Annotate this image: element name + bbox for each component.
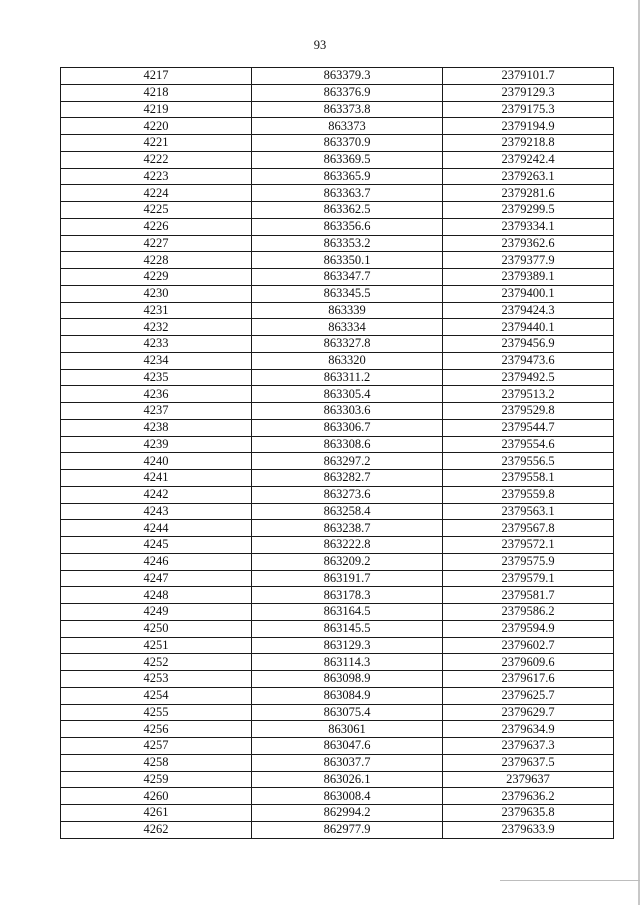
point-number-cell: 4233 xyxy=(61,336,252,353)
x-coordinate-cell: 863061 xyxy=(252,721,443,738)
y-coordinate-cell: 2379636.2 xyxy=(443,788,614,805)
y-coordinate-cell: 2379634.9 xyxy=(443,721,614,738)
point-number-cell: 4235 xyxy=(61,369,252,386)
x-coordinate-cell: 863362.5 xyxy=(252,202,443,219)
x-coordinate-cell: 863114.3 xyxy=(252,654,443,671)
table-row xyxy=(61,754,614,771)
y-coordinate-cell: 2379218.8 xyxy=(443,135,614,152)
table-row xyxy=(61,352,614,369)
x-coordinate-cell: 863273.6 xyxy=(252,486,443,503)
point-number-cell: 4255 xyxy=(61,704,252,721)
y-coordinate-cell: 2379101.7 xyxy=(443,68,614,85)
table-row xyxy=(61,68,614,85)
x-coordinate-cell: 863356.6 xyxy=(252,218,443,235)
point-number-cell: 4250 xyxy=(61,620,252,637)
y-coordinate-cell: 2379299.5 xyxy=(443,202,614,219)
x-coordinate-cell: 863311.2 xyxy=(252,369,443,386)
x-coordinate-cell: 863363.7 xyxy=(252,185,443,202)
point-number-cell: 4237 xyxy=(61,403,252,420)
x-coordinate-cell: 863297.2 xyxy=(252,453,443,470)
point-number-cell: 4239 xyxy=(61,436,252,453)
point-number-cell: 4230 xyxy=(61,285,252,302)
table-row xyxy=(61,721,614,738)
y-coordinate-cell: 2379377.9 xyxy=(443,252,614,269)
point-number-cell: 4258 xyxy=(61,754,252,771)
x-coordinate-cell: 863145.5 xyxy=(252,620,443,637)
y-coordinate-cell: 2379558.1 xyxy=(443,470,614,487)
table-row xyxy=(61,453,614,470)
point-number-cell: 4249 xyxy=(61,604,252,621)
x-coordinate-cell: 863037.7 xyxy=(252,754,443,771)
table-row xyxy=(61,470,614,487)
y-coordinate-cell: 2379575.9 xyxy=(443,553,614,570)
y-coordinate-cell: 2379529.8 xyxy=(443,403,614,420)
x-coordinate-cell: 863339 xyxy=(252,302,443,319)
x-coordinate-cell: 863209.2 xyxy=(252,553,443,570)
point-number-cell: 4221 xyxy=(61,135,252,152)
x-coordinate-cell: 863178.3 xyxy=(252,587,443,604)
x-coordinate-cell: 863370.9 xyxy=(252,135,443,152)
y-coordinate-cell: 2379242.4 xyxy=(443,151,614,168)
table-row xyxy=(61,520,614,537)
point-number-cell: 4241 xyxy=(61,470,252,487)
y-coordinate-cell: 2379424.3 xyxy=(443,302,614,319)
x-coordinate-cell: 863320 xyxy=(252,352,443,369)
y-coordinate-cell: 2379175.3 xyxy=(443,101,614,118)
y-coordinate-cell: 2379572.1 xyxy=(443,537,614,554)
x-coordinate-cell: 863379.3 xyxy=(252,68,443,85)
table-row xyxy=(61,419,614,436)
table-row xyxy=(61,604,614,621)
point-number-cell: 4243 xyxy=(61,503,252,520)
point-number-cell: 4226 xyxy=(61,218,252,235)
point-number-cell: 4227 xyxy=(61,235,252,252)
x-coordinate-cell: 863238.7 xyxy=(252,520,443,537)
point-number-cell: 4222 xyxy=(61,151,252,168)
table-row xyxy=(61,687,614,704)
point-number-cell: 4229 xyxy=(61,269,252,286)
y-coordinate-cell: 2379637 xyxy=(443,771,614,788)
coordinates-table-body xyxy=(61,68,614,839)
table-row xyxy=(61,486,614,503)
x-coordinate-cell: 863327.8 xyxy=(252,336,443,353)
y-coordinate-cell: 2379456.9 xyxy=(443,336,614,353)
point-number-cell: 4223 xyxy=(61,168,252,185)
table-row xyxy=(61,84,614,101)
table-row xyxy=(61,302,614,319)
point-number-cell: 4257 xyxy=(61,738,252,755)
scan-edge-bottom xyxy=(500,880,640,881)
point-number-cell: 4244 xyxy=(61,520,252,537)
point-number-cell: 4242 xyxy=(61,486,252,503)
x-coordinate-cell: 863376.9 xyxy=(252,84,443,101)
point-number-cell: 4254 xyxy=(61,687,252,704)
point-number-cell: 4231 xyxy=(61,302,252,319)
x-coordinate-cell: 863369.5 xyxy=(252,151,443,168)
point-number-cell: 4256 xyxy=(61,721,252,738)
x-coordinate-cell: 863026.1 xyxy=(252,771,443,788)
table-row xyxy=(61,218,614,235)
table-row xyxy=(61,620,614,637)
point-number-cell: 4253 xyxy=(61,671,252,688)
point-number-cell: 4261 xyxy=(61,805,252,822)
table-row xyxy=(61,269,614,286)
point-number-cell: 4234 xyxy=(61,352,252,369)
point-number-cell: 4238 xyxy=(61,419,252,436)
x-coordinate-cell: 862994.2 xyxy=(252,805,443,822)
coordinates-table xyxy=(60,67,614,839)
point-number-cell: 4262 xyxy=(61,821,252,838)
x-coordinate-cell: 863047.6 xyxy=(252,738,443,755)
table-row xyxy=(61,788,614,805)
table-row xyxy=(61,185,614,202)
y-coordinate-cell: 2379609.6 xyxy=(443,654,614,671)
y-coordinate-cell: 2379400.1 xyxy=(443,285,614,302)
page-number: 93 xyxy=(313,38,327,52)
table-row xyxy=(61,537,614,554)
x-coordinate-cell: 863164.5 xyxy=(252,604,443,621)
table-row xyxy=(61,436,614,453)
x-coordinate-cell: 863305.4 xyxy=(252,386,443,403)
point-number-cell: 4259 xyxy=(61,771,252,788)
table-row xyxy=(61,403,614,420)
y-coordinate-cell: 2379567.8 xyxy=(443,520,614,537)
x-coordinate-cell: 863075.4 xyxy=(252,704,443,721)
point-number-cell: 4228 xyxy=(61,252,252,269)
x-coordinate-cell: 863365.9 xyxy=(252,168,443,185)
x-coordinate-cell: 862977.9 xyxy=(252,821,443,838)
table-row xyxy=(61,587,614,604)
point-number-cell: 4240 xyxy=(61,453,252,470)
table-row xyxy=(61,386,614,403)
y-coordinate-cell: 2379635.8 xyxy=(443,805,614,822)
y-coordinate-cell: 2379281.6 xyxy=(443,185,614,202)
y-coordinate-cell: 2379513.2 xyxy=(443,386,614,403)
table-row xyxy=(61,503,614,520)
x-coordinate-cell: 863008.4 xyxy=(252,788,443,805)
y-coordinate-cell: 2379263.1 xyxy=(443,168,614,185)
table-row xyxy=(61,319,614,336)
x-coordinate-cell: 863282.7 xyxy=(252,470,443,487)
x-coordinate-cell: 863306.7 xyxy=(252,419,443,436)
point-number-cell: 4220 xyxy=(61,118,252,135)
table-row xyxy=(61,202,614,219)
table-row xyxy=(61,252,614,269)
x-coordinate-cell: 863373.8 xyxy=(252,101,443,118)
table-row xyxy=(61,671,614,688)
point-number-cell: 4245 xyxy=(61,537,252,554)
x-coordinate-cell: 863350.1 xyxy=(252,252,443,269)
table-row xyxy=(61,553,614,570)
table-row xyxy=(61,738,614,755)
x-coordinate-cell: 863345.5 xyxy=(252,285,443,302)
x-coordinate-cell: 863222.8 xyxy=(252,537,443,554)
y-coordinate-cell: 2379544.7 xyxy=(443,419,614,436)
point-number-cell: 4246 xyxy=(61,553,252,570)
table-row xyxy=(61,285,614,302)
y-coordinate-cell: 2379633.9 xyxy=(443,821,614,838)
point-number-cell: 4217 xyxy=(61,68,252,85)
y-coordinate-cell: 2379440.1 xyxy=(443,319,614,336)
y-coordinate-cell: 2379629.7 xyxy=(443,704,614,721)
y-coordinate-cell: 2379559.8 xyxy=(443,486,614,503)
point-number-cell: 4218 xyxy=(61,84,252,101)
table-row xyxy=(61,369,614,386)
x-coordinate-cell: 863258.4 xyxy=(252,503,443,520)
y-coordinate-cell: 2379625.7 xyxy=(443,687,614,704)
x-coordinate-cell: 863347.7 xyxy=(252,269,443,286)
y-coordinate-cell: 2379554.6 xyxy=(443,436,614,453)
x-coordinate-cell: 863373 xyxy=(252,118,443,135)
x-coordinate-cell: 863098.9 xyxy=(252,671,443,688)
table-row xyxy=(61,101,614,118)
x-coordinate-cell: 863084.9 xyxy=(252,687,443,704)
x-coordinate-cell: 863308.6 xyxy=(252,436,443,453)
point-number-cell: 4232 xyxy=(61,319,252,336)
y-coordinate-cell: 2379637.3 xyxy=(443,738,614,755)
table-row xyxy=(61,135,614,152)
point-number-cell: 4224 xyxy=(61,185,252,202)
y-coordinate-cell: 2379586.2 xyxy=(443,604,614,621)
table-row xyxy=(61,570,614,587)
x-coordinate-cell: 863191.7 xyxy=(252,570,443,587)
table-row xyxy=(61,336,614,353)
x-coordinate-cell: 863334 xyxy=(252,319,443,336)
point-number-cell: 4248 xyxy=(61,587,252,604)
point-number-cell: 4236 xyxy=(61,386,252,403)
table-row xyxy=(61,704,614,721)
y-coordinate-cell: 2379637.5 xyxy=(443,754,614,771)
table-row xyxy=(61,637,614,654)
table-row xyxy=(61,821,614,838)
table-row xyxy=(61,805,614,822)
y-coordinate-cell: 2379594.9 xyxy=(443,620,614,637)
table-row xyxy=(61,771,614,788)
table-row xyxy=(61,654,614,671)
y-coordinate-cell: 2379492.5 xyxy=(443,369,614,386)
y-coordinate-cell: 2379556.5 xyxy=(443,453,614,470)
y-coordinate-cell: 2379617.6 xyxy=(443,671,614,688)
x-coordinate-cell: 863129.3 xyxy=(252,637,443,654)
point-number-cell: 4225 xyxy=(61,202,252,219)
y-coordinate-cell: 2379473.6 xyxy=(443,352,614,369)
point-number-cell: 4252 xyxy=(61,654,252,671)
point-number-cell: 4260 xyxy=(61,788,252,805)
table-row xyxy=(61,151,614,168)
table-row xyxy=(61,118,614,135)
y-coordinate-cell: 2379362.6 xyxy=(443,235,614,252)
table-row xyxy=(61,235,614,252)
table-row xyxy=(61,168,614,185)
y-coordinate-cell: 2379389.1 xyxy=(443,269,614,286)
point-number-cell: 4247 xyxy=(61,570,252,587)
x-coordinate-cell: 863353.2 xyxy=(252,235,443,252)
y-coordinate-cell: 2379194.9 xyxy=(443,118,614,135)
y-coordinate-cell: 2379563.1 xyxy=(443,503,614,520)
point-number-cell: 4251 xyxy=(61,637,252,654)
y-coordinate-cell: 2379581.7 xyxy=(443,587,614,604)
y-coordinate-cell: 2379579.1 xyxy=(443,570,614,587)
x-coordinate-cell: 863303.6 xyxy=(252,403,443,420)
y-coordinate-cell: 2379129.3 xyxy=(443,84,614,101)
y-coordinate-cell: 2379602.7 xyxy=(443,637,614,654)
y-coordinate-cell: 2379334.1 xyxy=(443,218,614,235)
point-number-cell: 4219 xyxy=(61,101,252,118)
